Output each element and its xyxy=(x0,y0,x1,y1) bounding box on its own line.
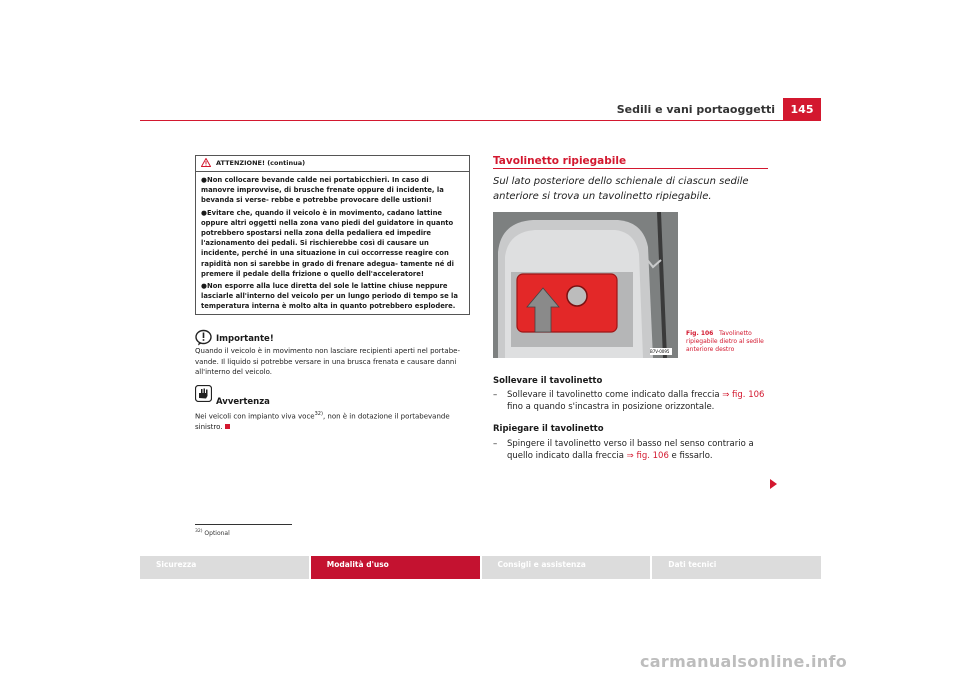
section-rule xyxy=(493,168,768,169)
bullet-dot-icon: ● xyxy=(201,282,207,291)
watermark: carmanualsonline.info xyxy=(640,652,848,671)
tab-sicurezza[interactable]: Sicurezza xyxy=(140,556,309,579)
warning-body xyxy=(201,175,464,314)
tab-consigli-e-assistenza[interactable]: Consigli e assistenza xyxy=(482,556,651,579)
important-exclamation-icon xyxy=(195,329,212,346)
footnote-reference[interactable]: 32) xyxy=(314,411,323,417)
page-number: 145 xyxy=(783,98,821,120)
note-hand-icon xyxy=(195,385,212,402)
subsection-heading-raise: Sollevare il tavolinetto xyxy=(493,376,603,386)
tab-modalita-duso[interactable]: Modalità d'uso xyxy=(311,556,480,579)
bullet-dot-icon: ● xyxy=(201,176,207,184)
warning-bullet: ●Non esporre alla luce diretta del sole le lattine chiuse neppure lasciarle all'interno del veicolo per un lungo periodo di tempo se la temperatura interna è molto alta in quanto potrebbero esplodere. xyxy=(201,282,458,311)
figure-folding-table xyxy=(493,212,678,358)
section-intro: Sul lato posteriore dello schienale di ciascun sedile anteriore si trova un tavolinetto ripiegabile. xyxy=(493,176,749,202)
warning-heading: ATTENZIONE! (continua) xyxy=(216,159,306,167)
note-text: Nei veicoli con impianto viva voce$^{32)}$, non è in dotazione il portabevande sinistro. xyxy=(195,411,450,431)
figure-caption: Fig. 106 Tavolinetto ripiegabile dietro al sedile anteriore destro xyxy=(686,330,764,353)
important-title: Importante! xyxy=(216,334,274,344)
footnote-rule xyxy=(195,524,292,525)
note-title: Avvertenza xyxy=(216,397,270,407)
figure-code: B7V-0095 xyxy=(650,349,670,354)
header-rule xyxy=(140,120,821,121)
subsection-text-fold: – Spingere il tavolinetto verso il basso nel senso contrario a quello indicato dalla freccia ⇒ fig. 106 e fissarlo. xyxy=(493,439,754,461)
subsection-heading-fold: Ripiegare il tavolinetto xyxy=(493,424,604,434)
page-header-title: Sedili e vani portaoggetti xyxy=(616,103,775,116)
chapter-tabs xyxy=(140,556,821,579)
folding-table-illustration xyxy=(493,212,678,358)
important-text: Quando il veicolo è in movimento non lasciare recipienti aperti nel portabe- vande. Il liquido si potrebbe versare in una brusca frenata e causare danni all'interno del veicolo. xyxy=(195,347,460,376)
section-title: Tavolinetto ripiegabile xyxy=(493,155,627,167)
subsection-text-raise: – Sollevare il tavolinetto come indicato dalla freccia ⇒ fig. 106 fino a quando s'incastra in posizione orizzontale. xyxy=(493,390,765,412)
tab-dati-tecnici[interactable]: Dati tecnici xyxy=(652,556,821,579)
warning-triangle-icon xyxy=(201,158,211,167)
figure-reference-link[interactable]: ⇒ fig. 106 xyxy=(626,451,669,461)
warning-bullet: ●Non collocare bevande calde nei portabicchieri. In caso di manovre improvvise, di brusche frenate oppure di incidente, la bevanda si verse- rebbe e potrebbe provocare delle ustioni! xyxy=(201,176,444,205)
bullet-dot-icon: ● xyxy=(201,208,207,217)
warning-header xyxy=(196,156,469,172)
next-page-arrow-icon[interactable] xyxy=(770,479,777,489)
figure-reference-link[interactable]: ⇒ fig. 106 xyxy=(722,390,765,400)
footnote: $^{32)}$ Optional xyxy=(195,529,230,537)
end-marker-icon xyxy=(225,424,230,429)
warning-bullet: ●Evitare che, quando il veicolo è in movimento, cadano lattine oppure altri oggetti nella zona vano piedi del guidatore in quanto potrebbero spostarsi nella zona della pedaliera ed impedire l'azionamento dei pedali. Si rischierebbe così di causare un incidente, perché in una situazione in cui occorresse reagire con rapidità non si sarebbe in grado di frenare adegua- tamente né di premere il pedale della frizione o quello dell'acceleratore! xyxy=(201,208,454,278)
warning-box xyxy=(195,155,470,315)
